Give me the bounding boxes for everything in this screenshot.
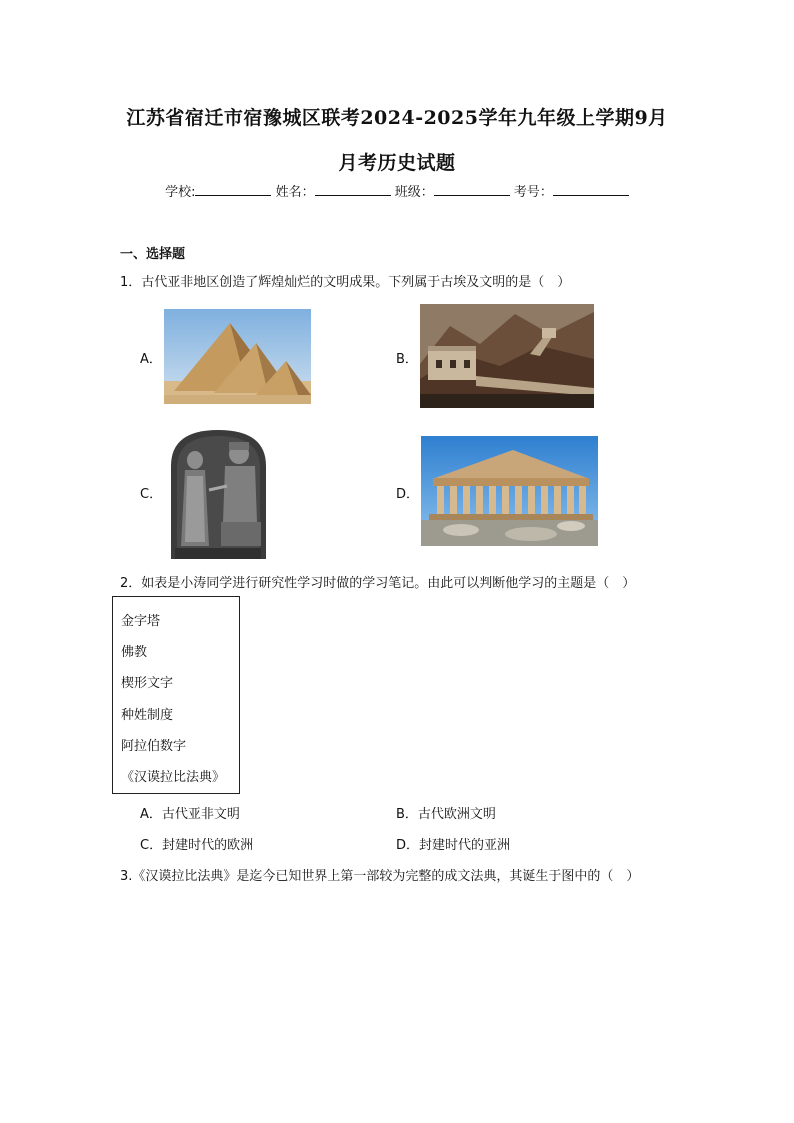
exam-number-blank[interactable] bbox=[553, 183, 629, 196]
hammurabi-stele-photo bbox=[165, 426, 272, 559]
q1-option-d-label[interactable]: D． bbox=[396, 487, 420, 502]
pyramids-photo bbox=[164, 309, 311, 404]
q1-option-b-label[interactable]: B． bbox=[396, 352, 418, 367]
class-label: 班级： bbox=[394, 185, 434, 200]
note-item: 楔形文字 bbox=[121, 676, 174, 691]
question-3-stem: 3.《汉谟拉比法典》是迄今已知世界上第一部较为完整的成文法典，其诞生于图中的（ ） bbox=[120, 869, 640, 884]
school-blank[interactable] bbox=[195, 183, 271, 196]
note-item: 佛教 bbox=[121, 645, 148, 660]
parthenon-photo bbox=[421, 436, 598, 546]
q2-option-c[interactable]: C．封建时代的欧洲 bbox=[140, 838, 254, 853]
question-2-stem: 2．如表是小涛同学进行研究性学习时做的学习笔记。由此可以判断他学习的主题是（ ） bbox=[120, 576, 636, 591]
page-title-line1: 江苏省宿迁市宿豫城区联考2024-2025学年九年级上学期9月 bbox=[126, 107, 668, 129]
name-blank[interactable] bbox=[315, 183, 391, 196]
q1-option-c-label[interactable]: C． bbox=[140, 487, 163, 502]
note-item: 种姓制度 bbox=[121, 708, 174, 723]
q2-option-a[interactable]: A．古代亚非文明 bbox=[140, 807, 240, 822]
q2-option-b[interactable]: B．古代欧洲文明 bbox=[396, 807, 496, 822]
class-blank[interactable] bbox=[434, 183, 510, 196]
exam-number-label: 考号： bbox=[513, 185, 553, 200]
question-1-stem: 1．古代亚非地区创造了辉煌灿烂的文明成果。下列属于古埃及文明的是（ ） bbox=[120, 275, 571, 290]
study-notes-table bbox=[112, 596, 240, 794]
section-title: 一、选择题 bbox=[120, 247, 186, 262]
great-wall-photo bbox=[420, 304, 594, 408]
school-label: 学校: bbox=[165, 185, 196, 200]
note-item: 金字塔 bbox=[121, 614, 161, 629]
note-item: 《汉谟拉比法典》 bbox=[121, 770, 226, 785]
name-label: 姓名： bbox=[275, 185, 315, 200]
page-title-line2: 月考历史试题 bbox=[338, 152, 456, 174]
student-info-row bbox=[0, 181, 794, 200]
q2-option-d[interactable]: D．封建时代的亚洲 bbox=[396, 838, 511, 853]
note-item: 阿拉伯数字 bbox=[121, 739, 187, 754]
q1-option-a-label[interactable]: A． bbox=[140, 352, 162, 367]
